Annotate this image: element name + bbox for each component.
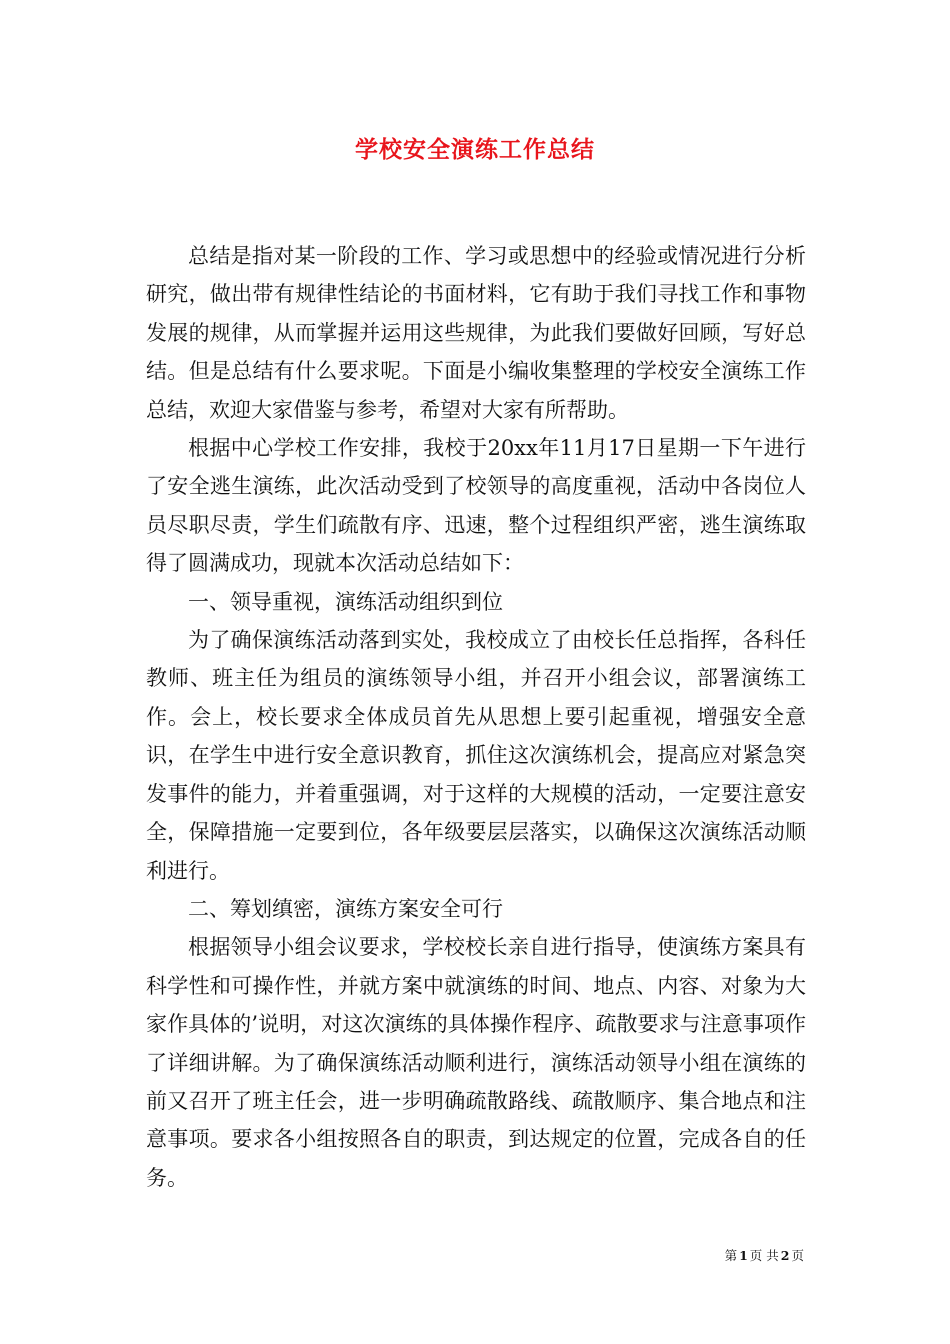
paragraph-section-1: 为了确保演练活动落到实处，我校成立了由校长任总指挥，各科任教师、班主任为组员的演练领导小组，并召开小组会议，部署演练工作。会上，校长要求全体成员首先从思想上要引起重视，增强安全意识，在学生中进行安全意识教育，抓住这次演练机会，提高应对紧急突发事件的能力，并着重强调，对于这样的大规模的活动，一定要注意安全，保障措施一定要到位，各年级要层层落实，以确保这次演练活动顺利进行。 bbox=[146, 628, 806, 883]
document-body bbox=[146, 237, 806, 1197]
section-heading-1: 一、领导重视，演练活动组织到位 bbox=[188, 589, 503, 614]
footer-page-number: 1 bbox=[739, 1248, 748, 1263]
paragraph-section-2: 根据领导小组会议要求，学校校长亲自进行指导，使演练方案具有科学性和可操作性，并就方案中就演练的时间、地点、内容、对象为大家作具体的’说明，对这次演练的具体操作程序、疏散要求与注意事项作了详细讲解。为了确保演练活动顺利进行，演练活动领导小组在演练的前又召开了班主任会，进一步明确疏散路线、疏散顺序、集合地点和注意事项。要求各小组按照各自的职责，到达规定的位置，完成各自的任务。 bbox=[146, 935, 806, 1190]
paragraph-intro: 总结是指对某一阶段的工作、学习或思想中的经验或情况进行分析研究，做出带有规律性结论的书面材料，它有助于我们寻找工作和事物发展的规律，从而掌握并运用这些规律，为此我们要做好回顾，写好总结。但是总结有什么要求呢。下面是小编收集整理的学校安全演练工作总结，欢迎大家借鉴与参考，希望对大家有所帮助。 bbox=[146, 244, 806, 422]
footer-prefix: 第 bbox=[724, 1248, 738, 1263]
footer-suffix: 页 bbox=[791, 1248, 804, 1263]
section-heading-2: 二、筹划缜密，演练方案安全可行 bbox=[188, 896, 503, 921]
page-number-footer bbox=[725, 1247, 804, 1265]
footer-total-pages: 2 bbox=[780, 1248, 790, 1263]
footer-middle: 页 共 bbox=[749, 1248, 779, 1263]
document-title: 学校安全演练工作总结 bbox=[355, 136, 595, 163]
paragraph-background: 根据中心学校工作安排，我校于20xx年11月17日星期一下午进行了安全逃生演练，此次活动受到了校领导的高度重视，活动中各岗位人员尽职尽责，学生们疏散有序、迅速，整个过程组织严密，逃生演练取得了圆满成功，现就本次活动总结如下： bbox=[146, 436, 806, 576]
